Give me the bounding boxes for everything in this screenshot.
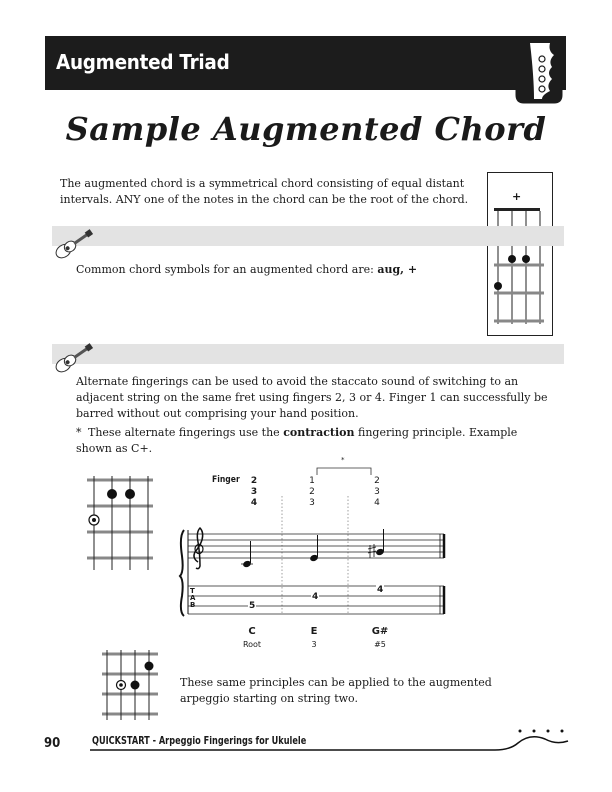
ukulele-headstock-icon bbox=[512, 37, 566, 104]
contraction-note: * These alternate fingerings use the contraction fingering principle. Example shown as C+. bbox=[76, 426, 518, 455]
tab-number: 4 bbox=[312, 592, 319, 602]
chord-symbols: aug, + bbox=[377, 263, 418, 276]
tip-bar bbox=[52, 226, 564, 246]
footer-rule bbox=[90, 725, 570, 755]
closing-paragraph: These same principles can be applied to the augmented arpeggio starting on string two. bbox=[180, 676, 492, 705]
tab-clef: T A B bbox=[190, 587, 196, 609]
ukulele-icon bbox=[50, 222, 96, 262]
finger-column-3: 2 3 4 bbox=[374, 476, 380, 508]
finger-column-1: 2 3 4 bbox=[250, 476, 258, 508]
section-title: Augmented Triad bbox=[56, 50, 230, 74]
string-two-fretboard bbox=[102, 650, 158, 720]
tip-bar bbox=[52, 344, 564, 364]
alternate-fingerings-paragraph: Alternate fingerings can be used to avoid the staccato sound of switching to an adjacent string on the same fret using fingers 2, 3 or 4. Finger 1 can successfully be barred without out comprising your hand position. bbox=[76, 375, 548, 420]
finger-label: Finger bbox=[212, 475, 240, 485]
tab-number: 5 bbox=[249, 601, 256, 611]
book-title: QUICKSTART - Arpeggio Fingerings for Ukulele bbox=[92, 735, 307, 747]
ukulele-icon bbox=[50, 336, 96, 376]
finger-dot bbox=[494, 282, 502, 290]
intro-paragraph: The augmented chord is a symmetrical chord consisting of equal distant intervals. ANY one of the notes in the chord can be the root of the chord. bbox=[60, 177, 469, 206]
interval-label: #5 bbox=[374, 640, 386, 649]
c-aug-fretboard bbox=[87, 476, 153, 570]
note-name: E bbox=[310, 626, 318, 637]
page-number: 90 bbox=[44, 736, 61, 751]
finger-dot bbox=[522, 255, 530, 263]
bracket-mark: * bbox=[341, 456, 345, 464]
note-name: G# bbox=[371, 626, 389, 637]
page-title: Sample Augmented Chord bbox=[65, 110, 547, 148]
chord-symbols-text: Common chord symbols for an augmented chord are: aug, + bbox=[76, 263, 418, 276]
chord-symbol: + bbox=[512, 190, 522, 203]
finger-column-2: 1 2 3 bbox=[309, 476, 315, 508]
finger-dot bbox=[508, 255, 516, 263]
interval-label: Root bbox=[242, 640, 262, 649]
contraction-bracket bbox=[316, 464, 372, 476]
interval-label: 3 bbox=[311, 640, 317, 649]
tab-number: 4 bbox=[377, 585, 384, 595]
note-name: C bbox=[248, 626, 256, 637]
